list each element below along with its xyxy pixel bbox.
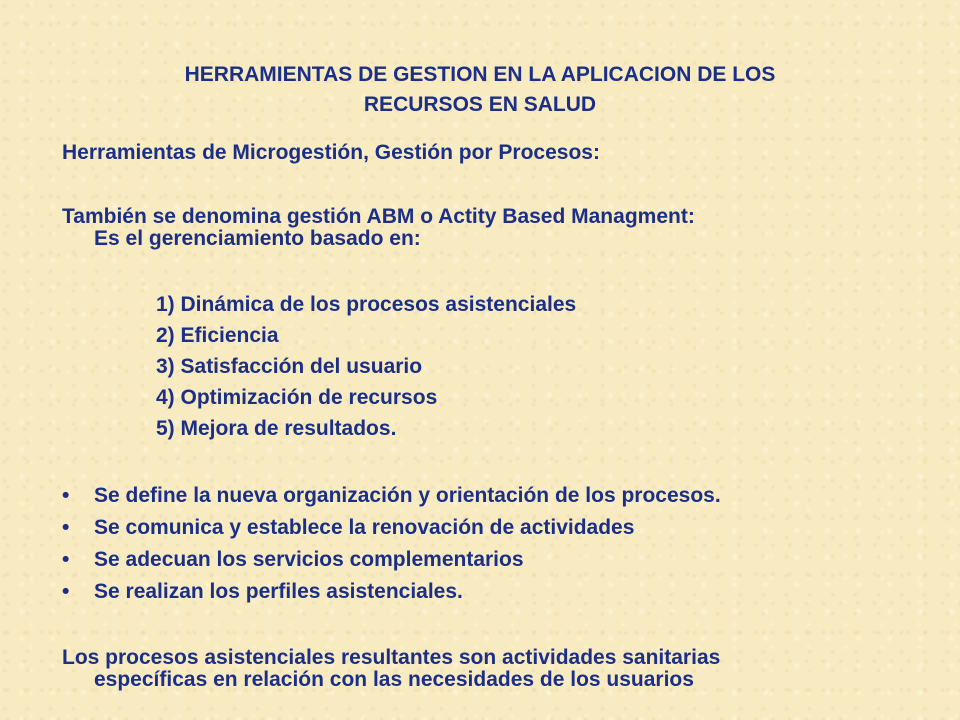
slide-title-line-2: RECURSOS EN SALUD xyxy=(363,93,597,116)
conclusion-line-1: Los procesos asistenciales resultantes son actividades sanitarias xyxy=(62,646,721,669)
slide-title-line-1: HERRAMIENTAS DE GESTION EN LA APLICACION DE LOS xyxy=(184,63,776,86)
bullet-item-3: Se adecuan los servicios complementarios xyxy=(94,548,524,571)
bullet-item-4: Se realizan los perfiles asistenciales. xyxy=(94,580,463,603)
bullet-marker: • xyxy=(62,484,70,507)
numbered-item-4: 4) Optimización de recursos xyxy=(156,386,438,409)
subtitle: Herramientas de Microgestión, Gestión por Procesos: xyxy=(62,141,600,164)
intro-line-1: También se denomina gestión ABM o Actity Based Managment: xyxy=(62,205,695,228)
numbered-item-3: 3) Satisfacción del usuario xyxy=(156,355,423,378)
bullet-item-2: Se comunica y establece la renovación de actividades xyxy=(94,516,635,539)
conclusion-line-2: específicas en relación con las necesidades de los usuarios xyxy=(94,668,694,691)
bullet-marker: • xyxy=(62,516,70,539)
numbered-item-1: 1) Dinámica de los procesos asistenciales xyxy=(156,293,577,316)
bullet-item-1: Se define la nueva organización y orientación de los procesos. xyxy=(94,484,721,507)
numbered-item-2: 2) Eficiencia xyxy=(156,324,279,347)
bullet-marker: • xyxy=(62,548,70,571)
slide-title xyxy=(80,60,880,120)
numbered-item-5: 5) Mejora de resultados. xyxy=(156,417,397,440)
intro-line-2: Es el gerenciamiento basado en: xyxy=(94,227,421,250)
bullet-marker: • xyxy=(62,580,70,603)
